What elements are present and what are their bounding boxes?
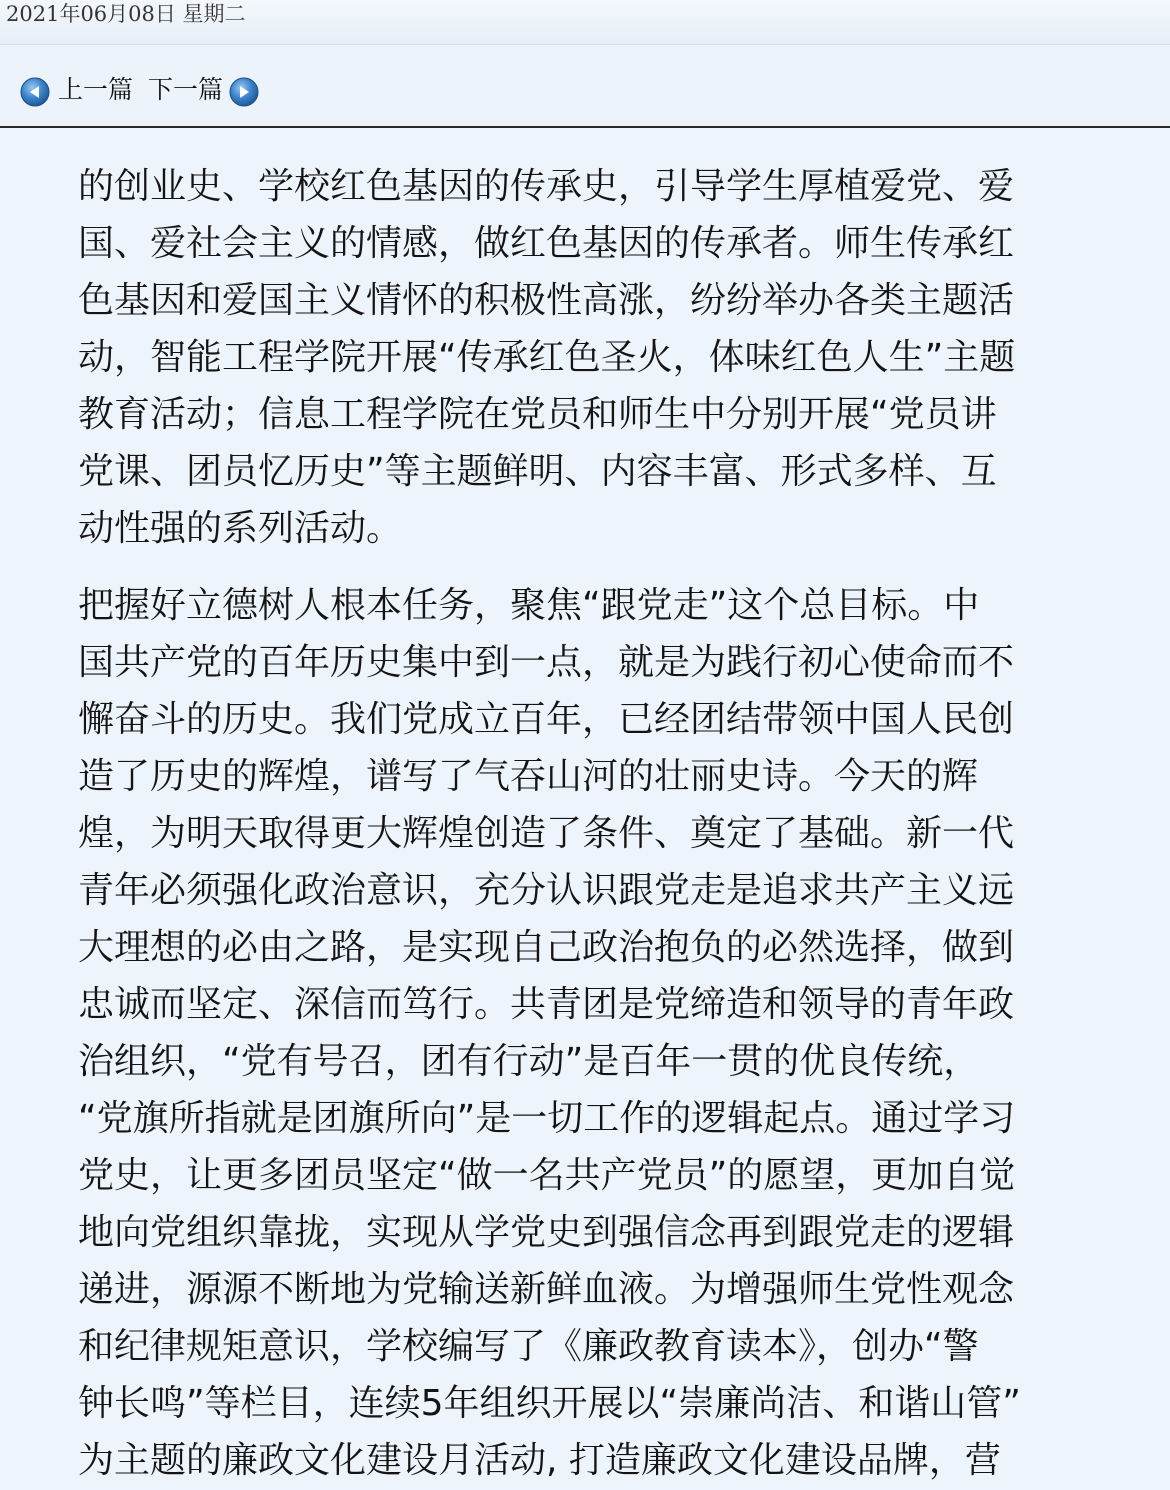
text-line: 的创业史、学校红色基因的传承史，引导学生厚植爱党、爱 [78,166,1015,207]
next-article-link[interactable]: 下一篇 [148,75,224,104]
article-paragraph [78,577,1068,1489]
text-line: 忠诚而坚定、深信而笃行。共青团是党缔造和领导的青年政 [78,984,1015,1025]
date-text: 2021年06月08日 星期二 [6,2,246,26]
text-line: 教育活动；信息工程学院在党员和师生中分别开展“党员讲 [78,394,997,435]
paragraph-spacer [78,557,1068,577]
arrow-right-circle-icon[interactable] [229,77,259,107]
text-line: 党史，让更多团员坚定“做一名共产党员”的愿望，更加自觉 [78,1155,1016,1196]
text-line: 和纪律规矩意识，学校编写了《廉政教育读本》，创办“警 [78,1326,979,1367]
date-bar [0,0,1170,45]
text-line: 钟长鸣”等栏目，连续5年组织开展以“崇廉尚洁、和谐山管” [78,1383,1021,1424]
text-line: 为主题的廉政文化建设月活动, 打造廉政文化建设品牌，营 [78,1440,1001,1481]
text-line: 色基因和爱国主义情怀的积极性高涨，纷纷举办各类主题活 [78,280,1015,321]
text-line: 懈奋斗的历史。我们党成立百年，已经团结带领中国人民创 [78,699,1015,740]
article-paragraph [78,158,1068,557]
text-line: 动性强的系列活动。 [78,508,403,549]
text-line: 动，智能工程学院开展“传承红色圣火，体味红色人生”主题 [78,337,1016,378]
text-line: 把握好立德树人根本任务，聚焦“跟党走”这个总目标。中 [78,585,980,626]
arrow-left-circle-icon[interactable] [20,77,50,107]
text-line: 国、爱社会主义的情感，做红色基因的传承者。师生传承红 [78,223,1015,264]
article-nav-bar [0,46,1170,128]
text-line: 国共产党的百年历史集中到一点，就是为践行初心使命而不 [78,642,1015,683]
text-line: 治组织，“党有号召，团有行动”是百年一贯的优良传统， [78,1041,980,1082]
text-line: 造了历史的辉煌，谱写了气吞山河的壮丽史诗。今天的辉 [78,756,979,797]
text-line: 煌，为明天取得更大辉煌创造了条件、奠定了基础。新一代 [78,813,1015,854]
text-line: 地向党组织靠拢，实现从学党史到强信念再到跟党走的逻辑 [78,1212,1015,1253]
article-body [78,158,1068,1489]
text-line: “党旗所指就是团旗所向”是一切工作的逻辑起点。通过学习 [78,1098,1016,1139]
text-line: 青年必须强化政治意识，充分认识跟党走是追求共产主义远 [78,870,1015,911]
text-line: 党课、团员忆历史”等主题鲜明、内容丰富、形式多样、互 [78,451,997,492]
text-line: 递进，源源不断地为党输送新鲜血液。为增强师生党性观念 [78,1269,1015,1310]
prev-article-link[interactable]: 上一篇 [58,75,134,104]
text-line: 大理想的必由之路，是实现自己政治抱负的必然选择，做到 [78,927,1015,968]
